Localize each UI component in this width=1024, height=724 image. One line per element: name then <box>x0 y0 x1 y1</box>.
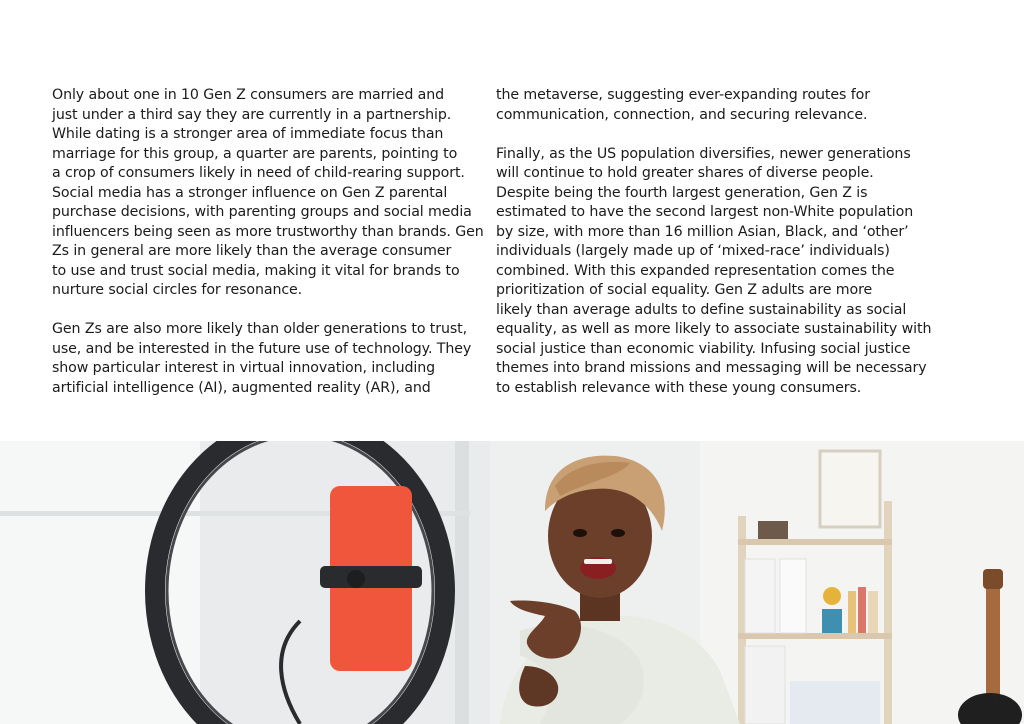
paragraph-relationships: Only about one in 10 Gen Z consumers are married and just under a third say they are currently in a partnership. While dating is a stronger area of immediate focus than marriage for this group, a quarter are parents, pointing to a crop of consumers likely in need of child-rearing support. Social media has a stronger influence on Gen Z parental purchase decisions, with parenting groups and social media influencers being seen as more trustworthy than brands. Gen Zs in general are more likely than the average consumer to use and trust social media, making it vital for brands to nurture social circles for resonance. <box>52 87 484 298</box>
paragraph-metaverse: the metaverse, suggesting ever-expanding routes for communication, connection, and securing relevance. <box>496 87 870 123</box>
smartphone <box>320 486 422 671</box>
left-text-column <box>52 86 492 418</box>
paragraph-diversity: Finally, as the US population diversifies, newer generations will continue to hold greater shares of diverse people. Despite being the fourth largest generation, Gen Z is estimated to have the second largest non-White population by size, with more than 16 million Asian, Black, and ‘other’ individuals (largely made up of ‘mixed-race’ individuals) combined. With this expanded representation comes the prioritization of social equality. Gen Z adults are more likely than average adults to define sustainability as social equality, as well as more likely to associate sustainability with social justice than economic viability. Infusing social justice themes into brand missions and messaging will be necessary to establish relevance with these young consumers. <box>496 145 932 396</box>
page-number: 5 <box>992 692 1000 706</box>
hero-photo <box>0 441 1024 724</box>
paragraph-technology: Gen Zs are also more likely than older generations to trust, use, and be interested in the future use of technology. They show particular interest in virtual innovation, including artificial intelligence (AI), augmented reality (AR), and <box>52 321 472 396</box>
right-text-column <box>496 86 936 418</box>
photo-illustration <box>0 441 1024 724</box>
